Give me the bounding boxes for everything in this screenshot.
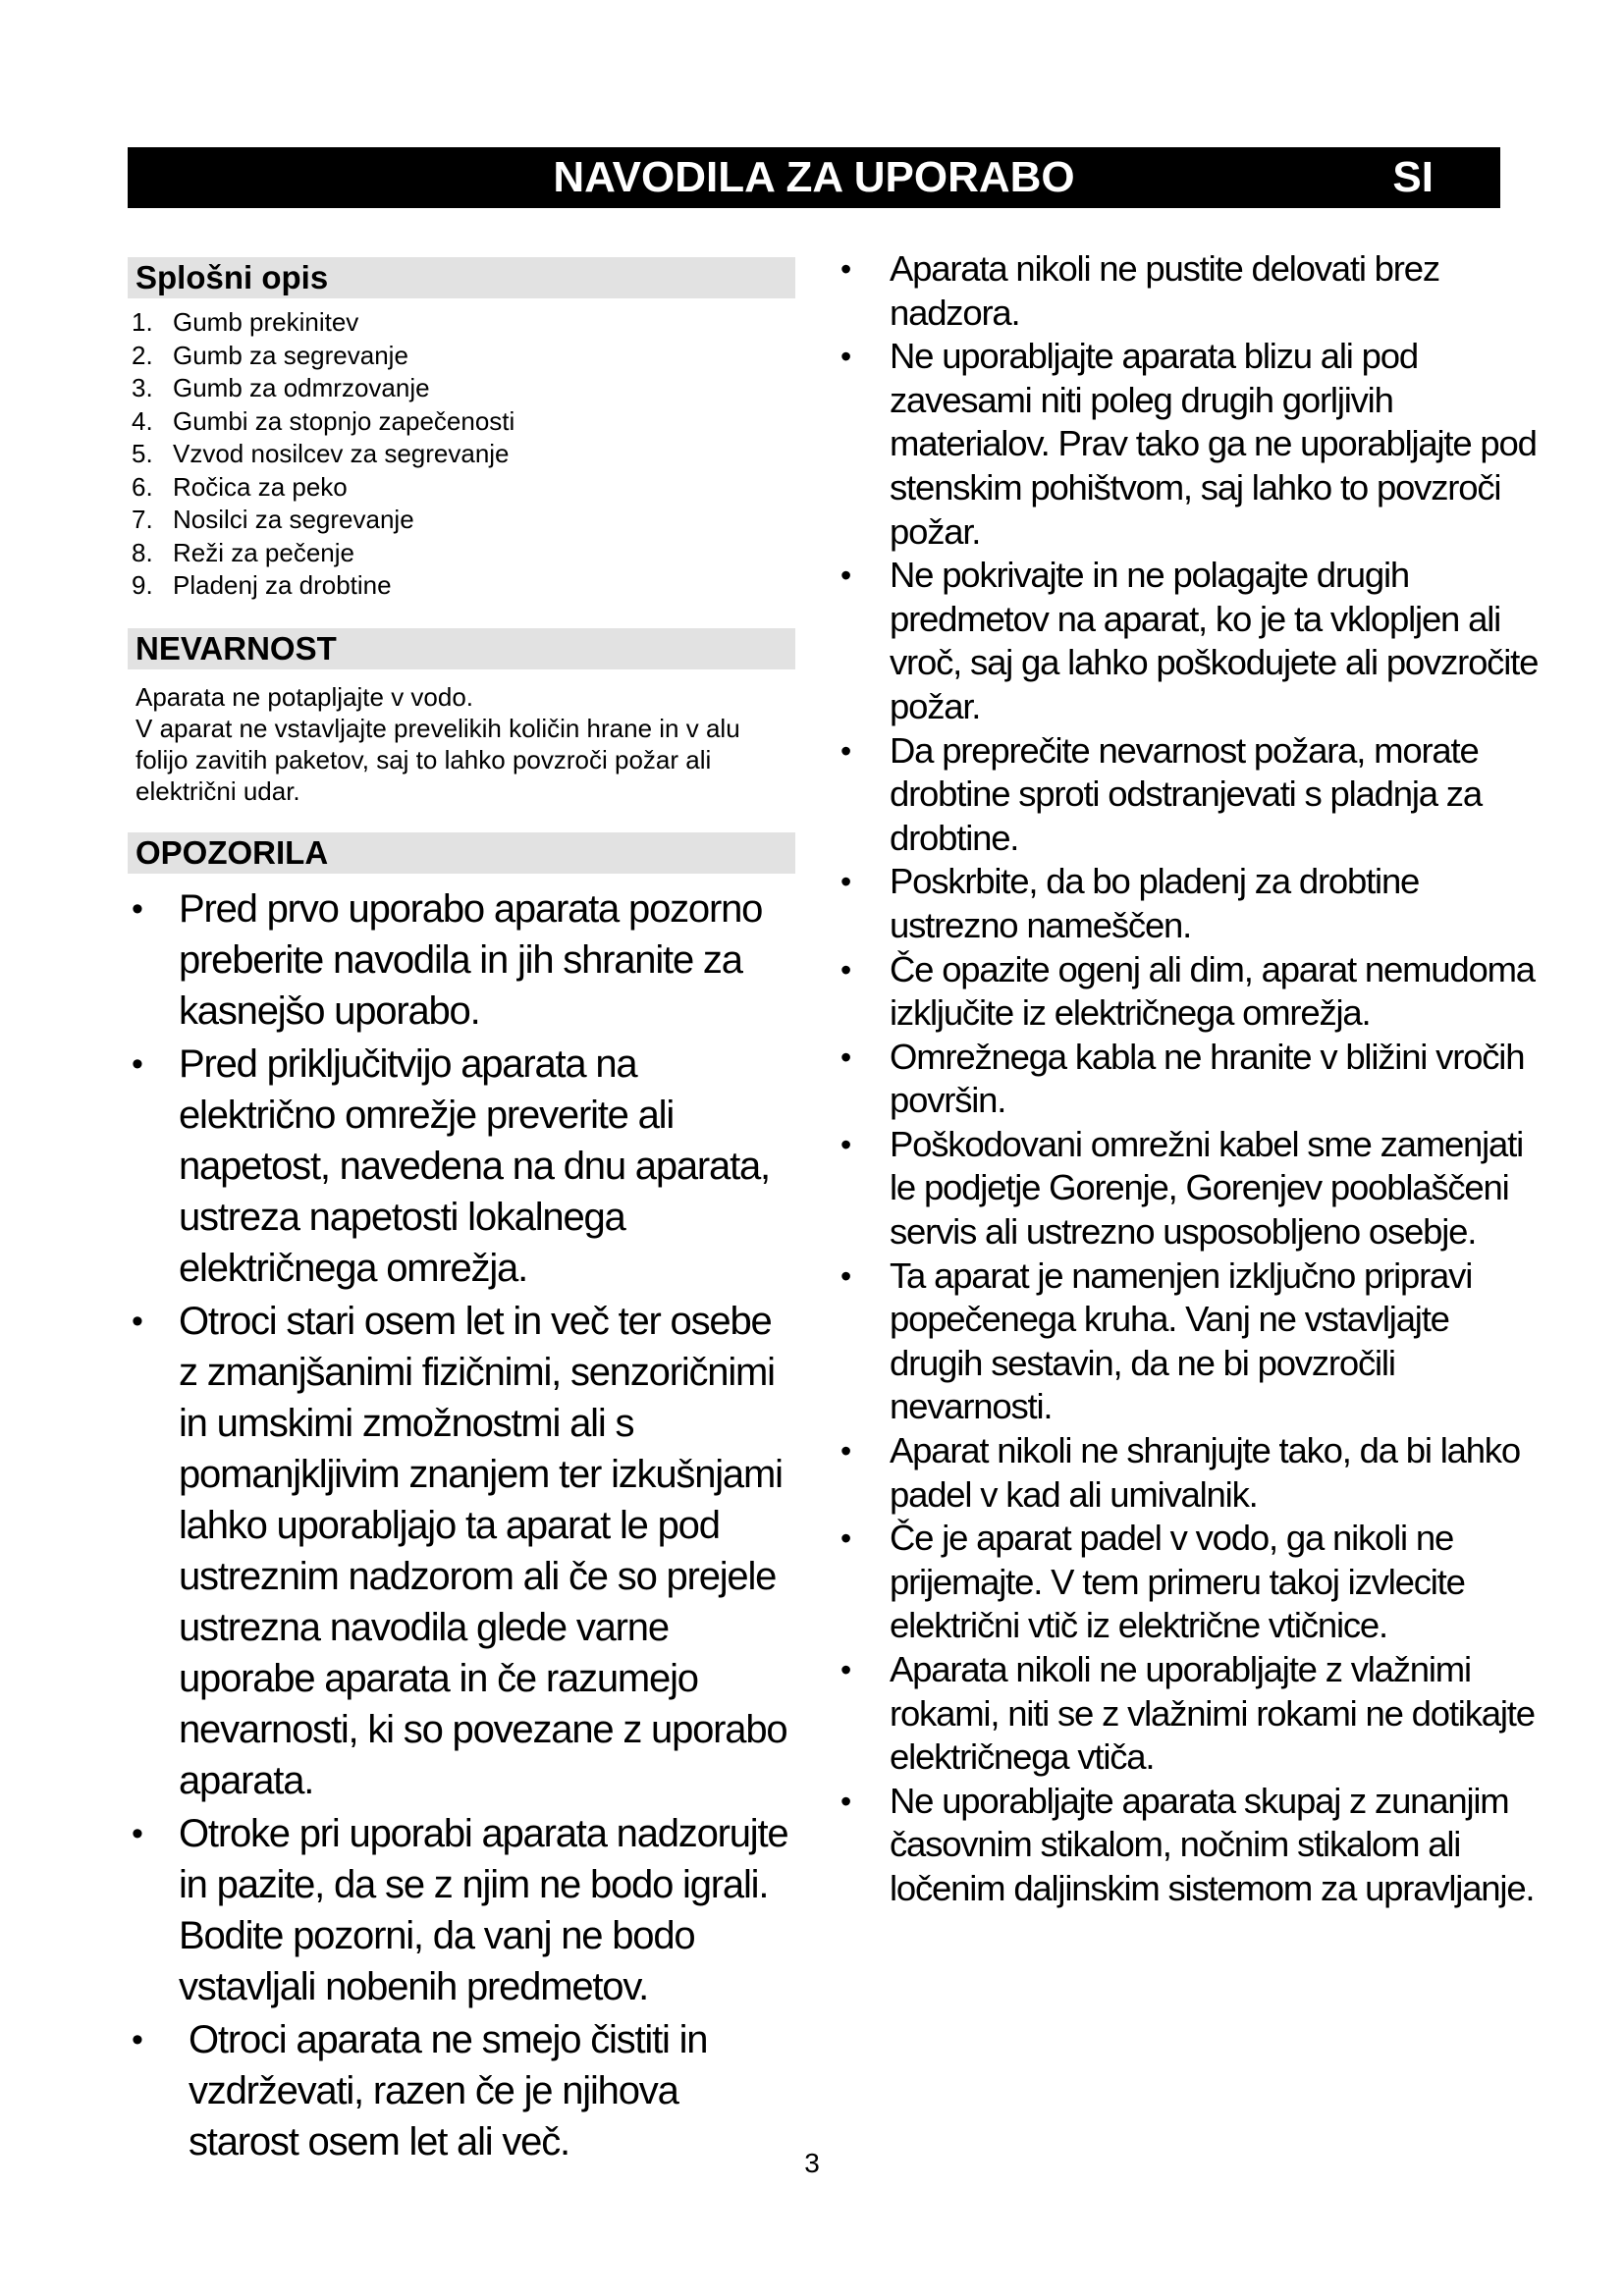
list-item: • Aparata nikoli ne uporabljajte z vlažnimi rokami, niti se z vlažnimi rokami ne dotikajte električnega vtiča. — [840, 1649, 1535, 1778]
page-title: NAVODILA ZA UPORABO — [553, 153, 1075, 201]
bullet-icon: • — [132, 889, 142, 928]
list-item: 3. Gumb za odmrzovanje — [132, 373, 430, 402]
bullet-icon: • — [840, 864, 851, 900]
bullet-icon: • — [840, 1652, 851, 1687]
bullet-icon: • — [132, 2020, 142, 2058]
list-item: • Otroci aparata ne smejo čistiti in vzdrževati, razen če je njihova starost osem let ali več. — [128, 2014, 795, 2167]
bullet-icon: • — [132, 1814, 142, 1852]
bullet-icon: • — [840, 1039, 851, 1075]
bullet-icon: • — [840, 558, 851, 594]
bullet-icon: • — [132, 1044, 142, 1083]
right-column — [839, 247, 1545, 1911]
list-item: • Če opazite ogenj ali dim, aparat nemudoma izključite iz električnega omrežja. — [840, 948, 1535, 1034]
list-item: • Aparat nikoli ne shranjujte tako, da bi lahko padel v kad ali umivalnik. — [840, 1430, 1520, 1515]
list-item: • Pred prvo uporabo aparata pozorno preberite navodila in jih shranite za kasnejšo uporabo. — [128, 883, 795, 1037]
parts-list — [128, 306, 795, 603]
list-item: • Ne uporabljajte aparata skupaj z zunanjim časovnim stikalom, nočnim stikalom ali ločenim daljinskim sistemom za upravljanje. — [840, 1780, 1535, 1908]
danger-line: Aparata ne potapljajte v vodo. — [135, 681, 474, 712]
general-description-heading: Splošni opis — [128, 257, 795, 298]
list-item: • Aparata nikoli ne pustite delovati brez nadzora. — [840, 248, 1439, 333]
list-item: • Pred priključitvijo aparata na električno omrežje preverite ali napetost, navedena na dnu aparata, ustreza napetosti lokalnega električnega omrežja. — [128, 1039, 795, 1294]
danger-text — [128, 681, 795, 807]
bullet-icon: • — [840, 251, 851, 287]
list-item: • Ta aparat je namenjen izključno pripravi popečenega kruha. Vanj ne vstavljajte drugih sestavin, da ne bi povzročili nevarnosti. — [840, 1255, 1473, 1427]
list-item: • Otroci stari osem let in več ter osebe z zmanjšanimi fizičnimi, senzoričnimi in umskimi zmožnostmi ali s pomanjkljivim znanjem ter izkušnjami lahko uporabljajo ta aparat le pod ustreznim nadzorom ali če so prejele ustrezna navodila glede varne uporabe aparata in če razumejo nevarnosti, ki so povezane z uporabo aparata. — [128, 1296, 795, 1806]
list-item: 9. Pladenj za drobtine — [132, 570, 392, 600]
danger-line: V aparat ne vstavljajte prevelikih količin hrane in v alu folijo zavitih paketov, saj to lahko povzroči požar ali električni udar. — [135, 713, 740, 806]
list-item: • Ne uporabljajte aparata blizu ali pod zavesami niti poleg drugih gorljivih materialov. Prav tako ga ne uporabljajte pod stenskim pohištvom, saj lahko to povzroči požar. — [840, 336, 1537, 552]
list-item: 6. Ročica za peko — [132, 471, 348, 502]
bullet-icon: • — [132, 1302, 142, 1340]
bullet-icon: • — [840, 339, 851, 375]
list-item: 5. Vzvod nosilcev za segrevanje — [132, 439, 510, 468]
list-item: 4. Gumbi za stopnjo zapečenosti — [132, 405, 515, 436]
warnings-list-right — [839, 247, 1545, 1911]
bullet-icon: • — [840, 1257, 851, 1294]
list-item: • Ne pokrivajte in ne polagajte drugih predmetov na aparat, ko je ta vklopljen ali vroč, saj ga lahko poškodujete ali povzročite požar. — [840, 555, 1539, 726]
page-number: 3 — [804, 2148, 820, 2178]
list-item: • Da preprečite nevarnost požara, morate drobtine sproti odstranjevati s pladnja za drobtine. — [840, 729, 1482, 858]
list-item: 7. Nosilci za segrevanje — [132, 505, 414, 534]
list-item: • Če je aparat padel v vodo, ga nikoli ne prijemajte. V tem primeru takoj izvlecite električni vtič iz električne vtičnice. — [840, 1518, 1465, 1646]
list-item: 2. Gumb za segrevanje — [132, 340, 408, 370]
bullet-icon: • — [840, 1783, 851, 1819]
bullet-icon: • — [840, 1433, 851, 1469]
list-item: • Omrežnega kabla ne hranite v bližini vročih površin. — [840, 1036, 1525, 1121]
list-item: 1. Gumb prekinitev — [132, 307, 359, 337]
warnings-heading: OPOZORILA — [128, 832, 795, 874]
bullet-icon: • — [840, 732, 851, 769]
danger-heading: NEVARNOST — [128, 628, 795, 669]
warnings-list-left — [128, 883, 795, 2167]
list-item: • Poskrbite, da bo pladenj za drobtine ustrezno nameščen. — [840, 861, 1420, 945]
list-item: • Poškodovani omrežni kabel sme zamenjati le podjetje Gorenje, Gorenjev pooblaščeni servis ali ustrezno usposobljeno osebje. — [840, 1123, 1524, 1253]
bullet-icon: • — [840, 951, 851, 988]
header-bar — [128, 147, 1500, 208]
list-item: 8. Reži za pečenje — [132, 537, 354, 567]
bullet-icon: • — [840, 1126, 851, 1162]
language-code: SI — [1392, 153, 1434, 201]
bullet-icon: • — [840, 1521, 851, 1557]
left-column — [128, 257, 795, 2169]
list-item: • Otroke pri uporabi aparata nadzorujte in pazite, da se z njim ne bodo igrali. Bodite pozorni, da vanj ne bodo vstavljali nobenih predmetov. — [128, 1808, 795, 2012]
